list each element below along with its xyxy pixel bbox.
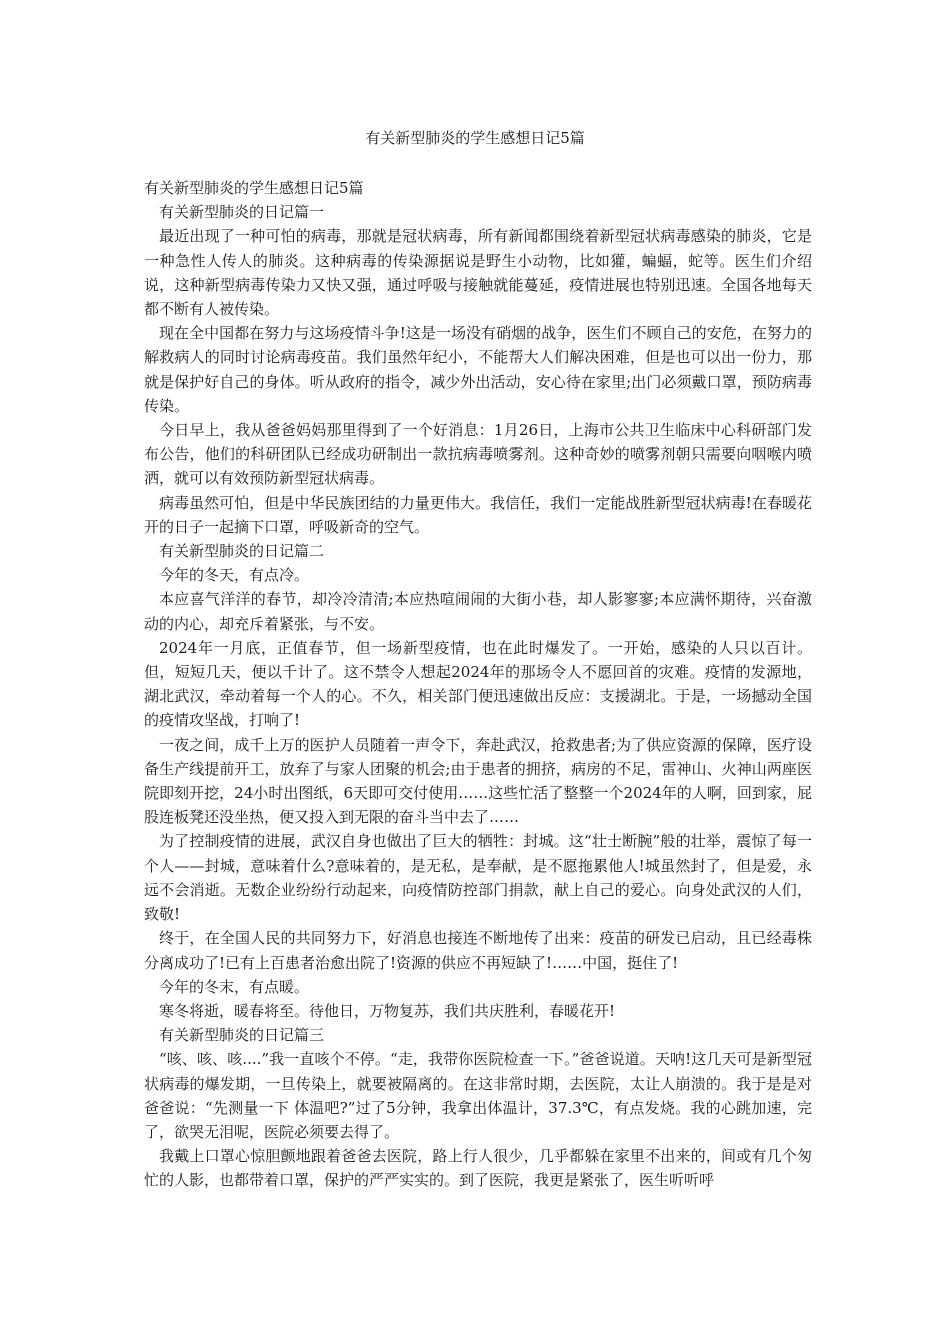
paragraph: 最近出现了一种可怕的病毒，那就是冠状病毒，所有新闻都围绕着新型冠状病毒感染的肺炎，它是一种急性人传人的肺炎。这种病毒的传染源据说是野生小动物，比如獾，蝙蝠，蛇等。医生们介绍说，这种新型病毒传染力又快又强，通过呼吸与接触就能蔓延，疫情进展也特别迅速。全国各地每天都不断有人被传染。 bbox=[144, 227, 812, 319]
document-heading: 有关新型肺炎的学生感想日记5篇 bbox=[144, 179, 364, 197]
document-title: 有关新型肺炎的学生感想日记5篇 bbox=[365, 129, 585, 147]
paragraph: 寒冬将逝，暖春将至。待他日，万物复苏，我们共庆胜利，春暖花开! bbox=[159, 1001, 616, 1020]
paragraph: 一夜之间，成千上万的医护人员随着一声令下，奔赴武汉，抢救患者;为了供应资源的保障，医疗设备生产线提前开工，放弃了与家人团聚的机会;由于患者的拥挤，病房的不足，雷神山、火神山两座医院即刻开挖，24小时出图纸，6天即可交付使用……这些忙活了整整一个2024年的人啊，回到家，屁股连板凳还没坐热，便又投入到无限的奋斗当中去了…… bbox=[144, 735, 812, 827]
section-heading-3: 有关新型肺炎的日记篇三 bbox=[159, 1026, 325, 1045]
paragraph: 2024年一月底，正值春节，但一场新型疫情，也在此时爆发了。一开始，感染的人只以百计。但，短短几天，便以千计了。这不禁令人想起2024年的那场令人不愿回首的灾难。疫情的发源地，湖北武汉，牵动着每一个人的心。不久，相关部门便迅速做出反应：支援湖北。于是，一场撼动全国的疫情攻坚战，打响了! bbox=[144, 638, 812, 730]
paragraph: 今日早上，我从爸爸妈妈那里得到了一个好消息：1月26日，上海市公共卫生临床中心科研部门发布公告，他们的科研团队已经成功研制出一款抗病毒喷雾剂。这种奇妙的喷雾剂朝只需要向咽喉内喷洒，就可以有效预防新型冠状病毒。 bbox=[144, 421, 812, 488]
section-heading-1: 有关新型肺炎的日记篇一 bbox=[159, 203, 325, 222]
section-heading-2: 有关新型肺炎的日记篇二 bbox=[159, 542, 325, 561]
paragraph: 我戴上口罩心惊胆颤地跟着爸爸去医院，路上行人很少，几乎都躲在家里不出来的，间或有几个匆忙的人影，也都带着口罩，保护的严严实实的。到了医院，我更是紧张了，医生听听呼 bbox=[144, 1147, 812, 1190]
paragraph: 今年的冬末，有点暖。 bbox=[159, 977, 310, 996]
paragraph: 本应喜气洋洋的春节，却冷冷清清;本应热喧闹闹的大街小巷，却人影寥寥;本应满怀期待，兴奋激动的内心，却充斥着紧张，与不安。 bbox=[144, 590, 812, 633]
paragraph: 病毒虽然可怕，但是中华民族团结的力量更伟大。我信任，我们一定能战胜新型冠状病毒!在春暖花开的日子一起摘下口罩，呼吸新奇的空气。 bbox=[144, 493, 812, 536]
paragraph: 今年的冬天，有点冷。 bbox=[159, 566, 310, 585]
document-body bbox=[144, 176, 812, 1193]
paragraph: “咳、咳、咳....”我一直咳个不停。“走，我带你医院检查一下。”爸爸说道。天呐!这几天可是新型冠状病毒的爆发期，一旦传染上，就要被隔离的。在这非常时期，去医院，太让人崩溃的。我于是是对爸爸说：“先测量一下 体温吧?”过了5分钟，我拿出体温计，37.3℃，有点发烧。我的心跳加速，完了，欲哭无泪呢，医院必须要去得了。 bbox=[144, 1050, 812, 1141]
paragraph: 现在全中国都在努力与这场疫情斗争!这是一场没有硝烟的战争，医生们不顾自己的安危，在努力的解救病人的同时讨论病毒疫苗。我们虽然年纪小，不能帮大人们解决困难，但是也可以出一份力，那就是保护好自己的身体。听从政府的指令，减少外出活动，安心待在家里;出门必须戴口罩，预防病毒传染。 bbox=[144, 324, 812, 415]
paragraph: 终于，在全国人民的共同努力下，好消息也接连不断地传了出来：疫苗的研发已启动，且已经毒株分离成功了!已有上百患者治愈出院了!资源的供应不再短缺了!……中国，挺住了! bbox=[144, 929, 812, 972]
paragraph: 为了控制疫情的进展，武汉自身也做出了巨大的牺牲：封城。这“壮士断腕”般的壮举，震惊了每一个人——封城，意味着什么?意味着的，是无私，是奉献，是不愿拖累他人!城虽然封了，但是爱，永远不会消逝。无数企业纷纷行动起来，向疫情防控部门捐款，献上自己的爱心。向身处武汉的人们，致敬! bbox=[144, 832, 812, 924]
